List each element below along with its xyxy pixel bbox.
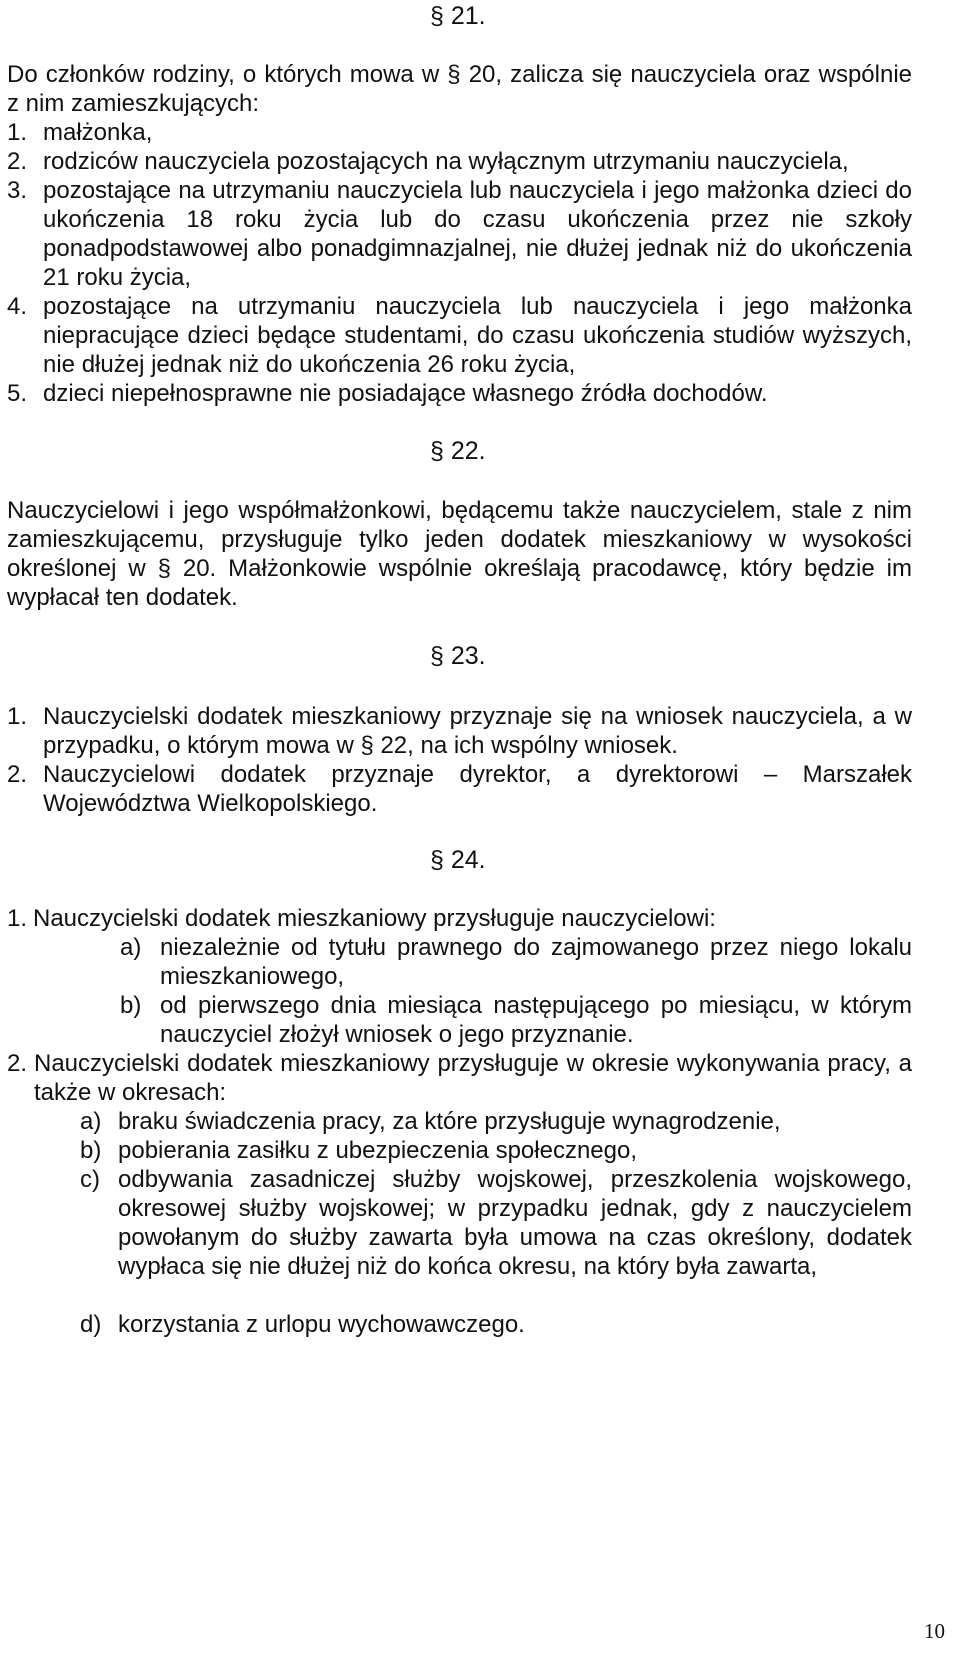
section-24-heading: § 24.: [430, 846, 486, 874]
list-item: [7, 1049, 912, 1107]
list-item-number: 3.: [7, 177, 28, 204]
list-item: [7, 292, 912, 379]
list-item-number: 5.: [7, 380, 28, 407]
list-item-number: 2.: [7, 148, 28, 175]
sub-list-item-text: od pierwszego dnia miesiąca następującego po miesiącu, w którym nauczyciel złożył wniosek o jego przyznanie.: [160, 992, 912, 1048]
list-item: [7, 904, 912, 933]
section-22-text: Nauczycielowi i jego współmałżonkowi, będącemu także nauczycielem, stale z nim zamieszkującemu, przysługuje tylko jeden dodatek mieszkaniowy w wysokości określonej w § 20. Małżonkowie wspólnie określają pracodawcę, który będzie im wypłacał ten dodatek.: [7, 497, 912, 611]
list-item: [7, 176, 912, 292]
sub-list-item-text: pobierania zasiłku z ubezpieczenia społecznego,: [118, 1137, 637, 1164]
list-item-text: rodziców nauczyciela pozostających na wyłącznym utrzymaniu nauczyciela,: [43, 148, 849, 175]
section-21-intro: Do członków rodziny, o których mowa w § 20, zalicza się nauczyciela oraz wspólnie z nim zamieszkujących:: [7, 61, 912, 117]
sub-list-item-text: korzystania z urlopu wychowawczego.: [118, 1311, 525, 1338]
sub-list-item-text: braku świadczenia pracy, za które przysługuje wynagrodzenie,: [118, 1108, 781, 1135]
sub-list-item-text: niezależnie od tytułu prawnego do zajmowanego przez niego lokalu mieszkaniowego,: [160, 934, 912, 990]
sub-list-item: [80, 1136, 912, 1165]
section-22-heading: § 22.: [430, 437, 486, 465]
page-number: 10: [924, 1619, 945, 1643]
list-item-text: Nauczycielski dodatek mieszkaniowy przysługuje w okresie wykonywania pracy, a także w okresach:: [34, 1050, 912, 1106]
list-item: [7, 118, 912, 147]
list-item-text: Nauczycielski dodatek mieszkaniowy przyznaje się na wniosek nauczyciela, a w przypadku, o którym mowa w § 22, na ich wspólny wniosek.: [43, 703, 912, 759]
sub-list-item-letter: b): [120, 992, 142, 1019]
list-item-number: 1.: [7, 905, 28, 932]
list-item-number: 2.: [7, 1050, 28, 1077]
list-item-text: małżonka,: [43, 119, 153, 146]
list-item-text: pozostające na utrzymaniu nauczyciela lub nauczyciela i jego małżonka niepracujące dzieci będące studentami, do czasu ukończenia studiów wyższych, nie dłużej jednak niż do ukończenia 26 roku życia,: [43, 293, 912, 378]
list-item-text: pozostające na utrzymaniu nauczyciela lub nauczyciela i jego małżonka dzieci do ukończenia 18 roku życia lub do czasu ukończenia przez nie szkoły ponadpodstawowej albo ponadgimnazjalnej, nie dłużej jednak niż do ukończenia 21 roku życia,: [43, 177, 912, 291]
sub-list-item-text: odbywania zasadniczej służby wojskowej, przeszkolenia wojskowego, okresowej służby wojskowej; w przypadku jednak, gdy z nauczycielem powołanym do służby zawarta była umowa na czas określony, dodatek wypłaca się nie dłużej niż do końca okresu, na który była zawarta,: [118, 1166, 912, 1280]
sub-list-item: [80, 1165, 912, 1310]
list-item-text: dzieci niepełnosprawne nie posiadające własnego źródła dochodów.: [43, 380, 768, 407]
list-item: [7, 702, 912, 760]
sub-list-item-letter: d): [80, 1311, 102, 1338]
sub-list-item: [120, 991, 912, 1049]
list-item-text: Nauczycielski dodatek mieszkaniowy przysługuje nauczycielowi:: [33, 905, 716, 932]
sub-list-item-letter: b): [80, 1137, 102, 1164]
list-item: [7, 147, 912, 176]
sub-list-item-letter: a): [80, 1108, 102, 1135]
list-item: [7, 379, 912, 408]
list-item-number: 1.: [7, 119, 28, 146]
sub-list-item-letter: c): [80, 1166, 100, 1193]
section-21-heading: § 21.: [430, 2, 486, 30]
sub-list-item-letter: a): [120, 934, 142, 961]
list-item: [7, 760, 912, 818]
list-item-number: 1.: [7, 703, 28, 730]
sub-list-item: [120, 933, 912, 991]
list-item-number: 4.: [7, 293, 28, 320]
section-23-heading: § 23.: [430, 642, 486, 670]
list-item-text: Nauczycielowi dodatek przyznaje dyrektor, a dyrektorowi – Marszałek Województwa Wielkopolskiego.: [43, 761, 912, 817]
list-item-number: 2.: [7, 761, 28, 788]
sub-list-item: [80, 1107, 912, 1136]
sub-list-item: [80, 1310, 912, 1339]
